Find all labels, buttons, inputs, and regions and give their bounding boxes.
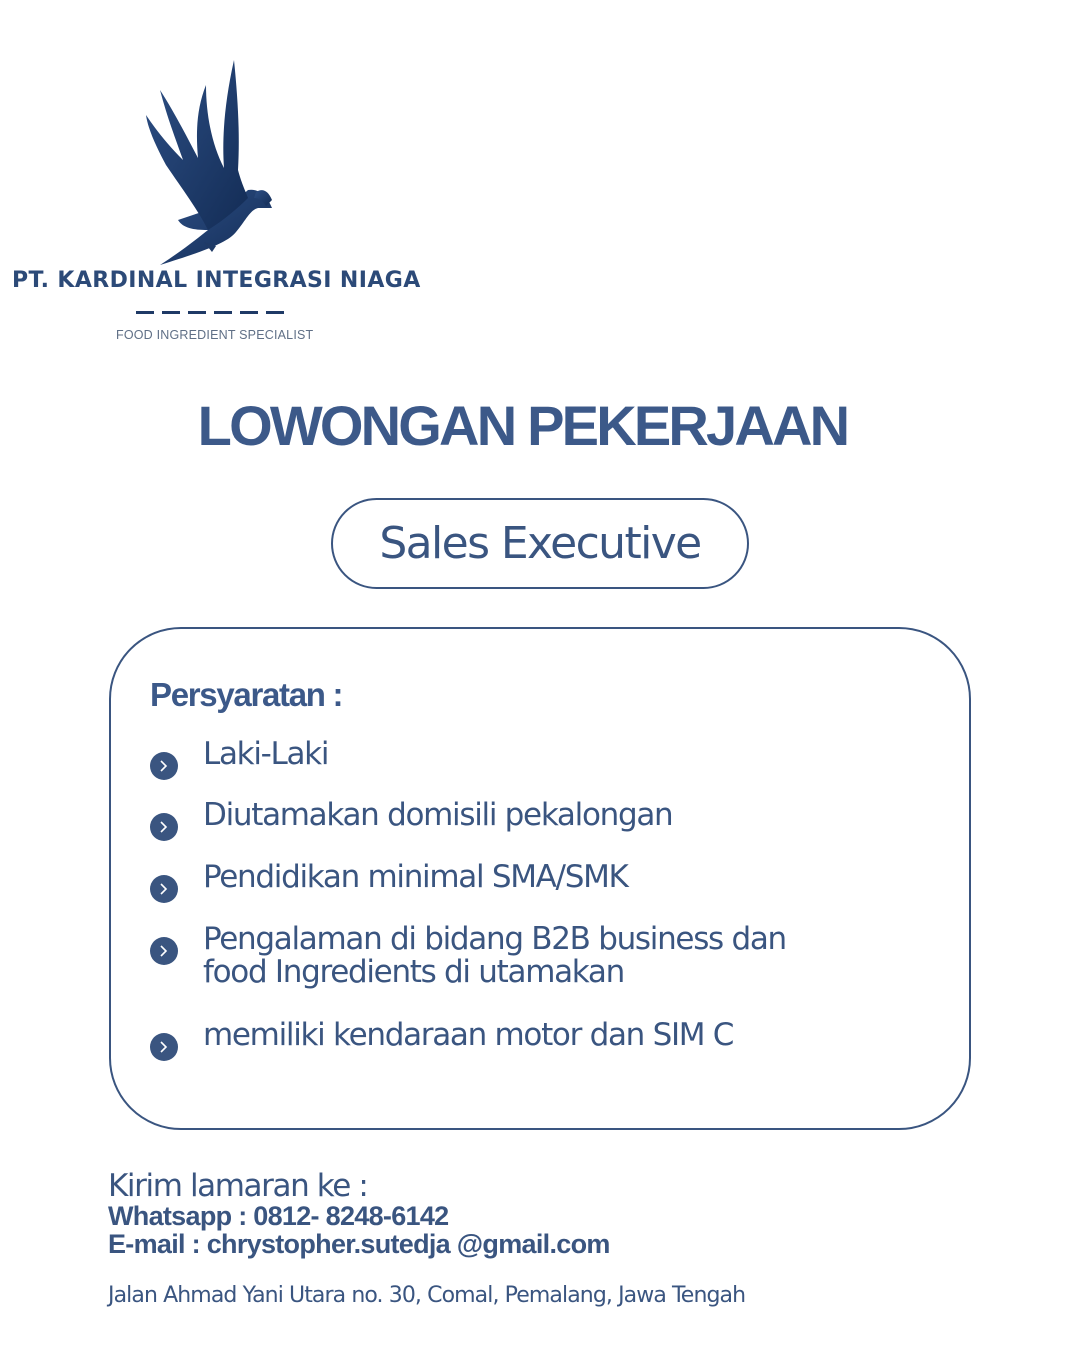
requirement-text: memiliki kendaraan motor dan SIM C [203, 1017, 734, 1053]
email-contact: E-mail : chrystopher.sutedja @gmail.com [108, 1229, 610, 1259]
whatsapp-contact: Whatsapp : 0812- 8248-6142 [108, 1201, 449, 1231]
position-badge [331, 498, 749, 589]
position-label: Sales Executive [379, 518, 701, 569]
requirements-title: Persyaratan : [150, 676, 343, 713]
cardinal-bird-icon [138, 60, 278, 265]
chevron-right-circle-icon [150, 1033, 178, 1061]
company-tagline: FOOD INGREDIENT SPECIALIST [116, 328, 314, 342]
logo-divider [136, 311, 284, 314]
requirement-text: Pengalaman di bidang B2B business dan [203, 921, 786, 957]
company-address: Jalan Ahmad Yani Utara no. 30, Comal, Pemalang, Jawa Tengah [108, 1283, 746, 1308]
chevron-right-circle-icon [150, 937, 178, 965]
chevron-right-circle-icon [150, 752, 178, 780]
page-title: LOWONGAN PEKERJAAN [197, 394, 848, 457]
chevron-right-circle-icon [150, 875, 178, 903]
apply-label: Kirim lamaran ke : [108, 1168, 368, 1204]
requirement-text: Laki-Laki [203, 736, 329, 772]
requirement-text: Diutamakan domisili pekalongan [203, 797, 673, 833]
chevron-right-circle-icon [150, 813, 178, 841]
company-name: PT. KARDINAL INTEGRASI NIAGA [12, 268, 421, 293]
requirement-text: Pendidikan minimal SMA/SMK [203, 859, 628, 895]
requirement-text-continued: food Ingredients di utamakan [203, 954, 624, 990]
